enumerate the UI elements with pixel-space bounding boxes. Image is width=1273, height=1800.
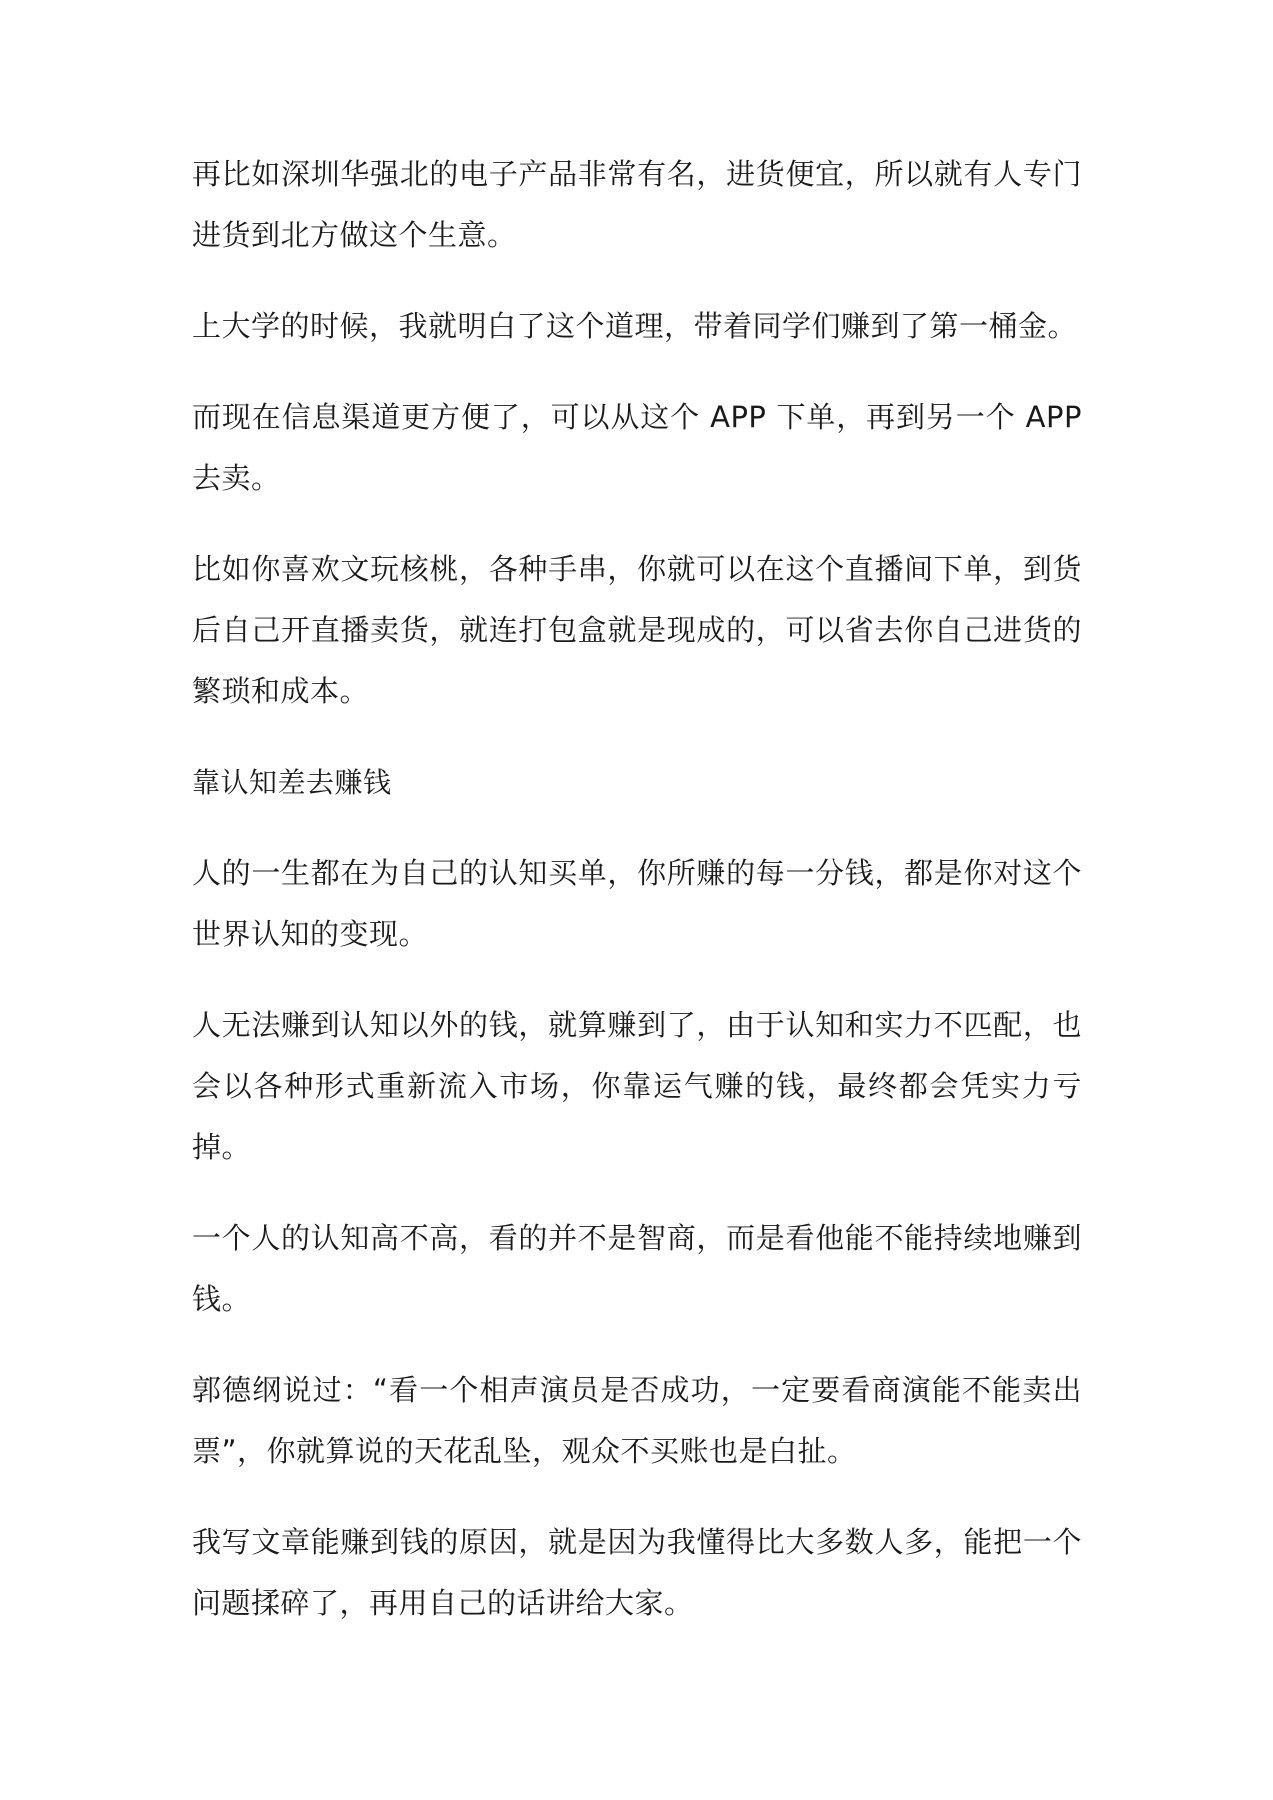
paragraph-cognition-limit: 人无法赚到认知以外的钱，就算赚到了，由于认知和实力不匹配，也会以各种形式重新流入市场，你靠运气赚的钱，最终都会凭实力亏掉。: [192, 1008, 1082, 1164]
document-body: [192, 144, 1082, 1664]
paragraph-walnut-example: 比如你喜欢文玩核桃，各种手串，你就可以在这个直播间下单，到货后自己开直播卖货，就连打包盒就是现成的，可以省去你自己进货的繁琐和成本。: [192, 552, 1082, 708]
paragraph-cognition-pays: 人的一生都在为自己的认知买单，你所赚的每一分钱，都是你对这个世界认知的变现。: [192, 856, 1082, 951]
paragraph-cognition-measure: 一个人的认知高不高，看的并不是智商，而是看他能不能持续地赚到钱。: [192, 1221, 1082, 1316]
paragraph-huaqiangbei: 再比如深圳华强北的电子产品非常有名，进货便宜，所以就有人专门进货到北方做这个生意。: [192, 157, 1082, 252]
paragraph-app-channels: 而现在信息渠道更方便了，可以从这个 APP 下单，再到另一个 APP 去卖。: [192, 400, 1082, 495]
section-heading: 靠认知差去赚钱: [192, 766, 392, 799]
paragraph-first-bucket-of-gold: 上大学的时候，我就明白了这个道理，带着同学们赚到了第一桶金。: [192, 309, 1078, 343]
paragraph-writing-income: 我写文章能赚到钱的原因，就是因为我懂得比大多数人多，能把一个问题揉碎了，再用自己的话讲给大家。: [192, 1525, 1082, 1620]
paragraph-guo-degang-quote: 郭德纲说过：“看一个相声演员是否成功，一定要看商演能不能卖出票”，你就算说的天花乱坠，观众不买账也是白扯。: [192, 1373, 1082, 1468]
